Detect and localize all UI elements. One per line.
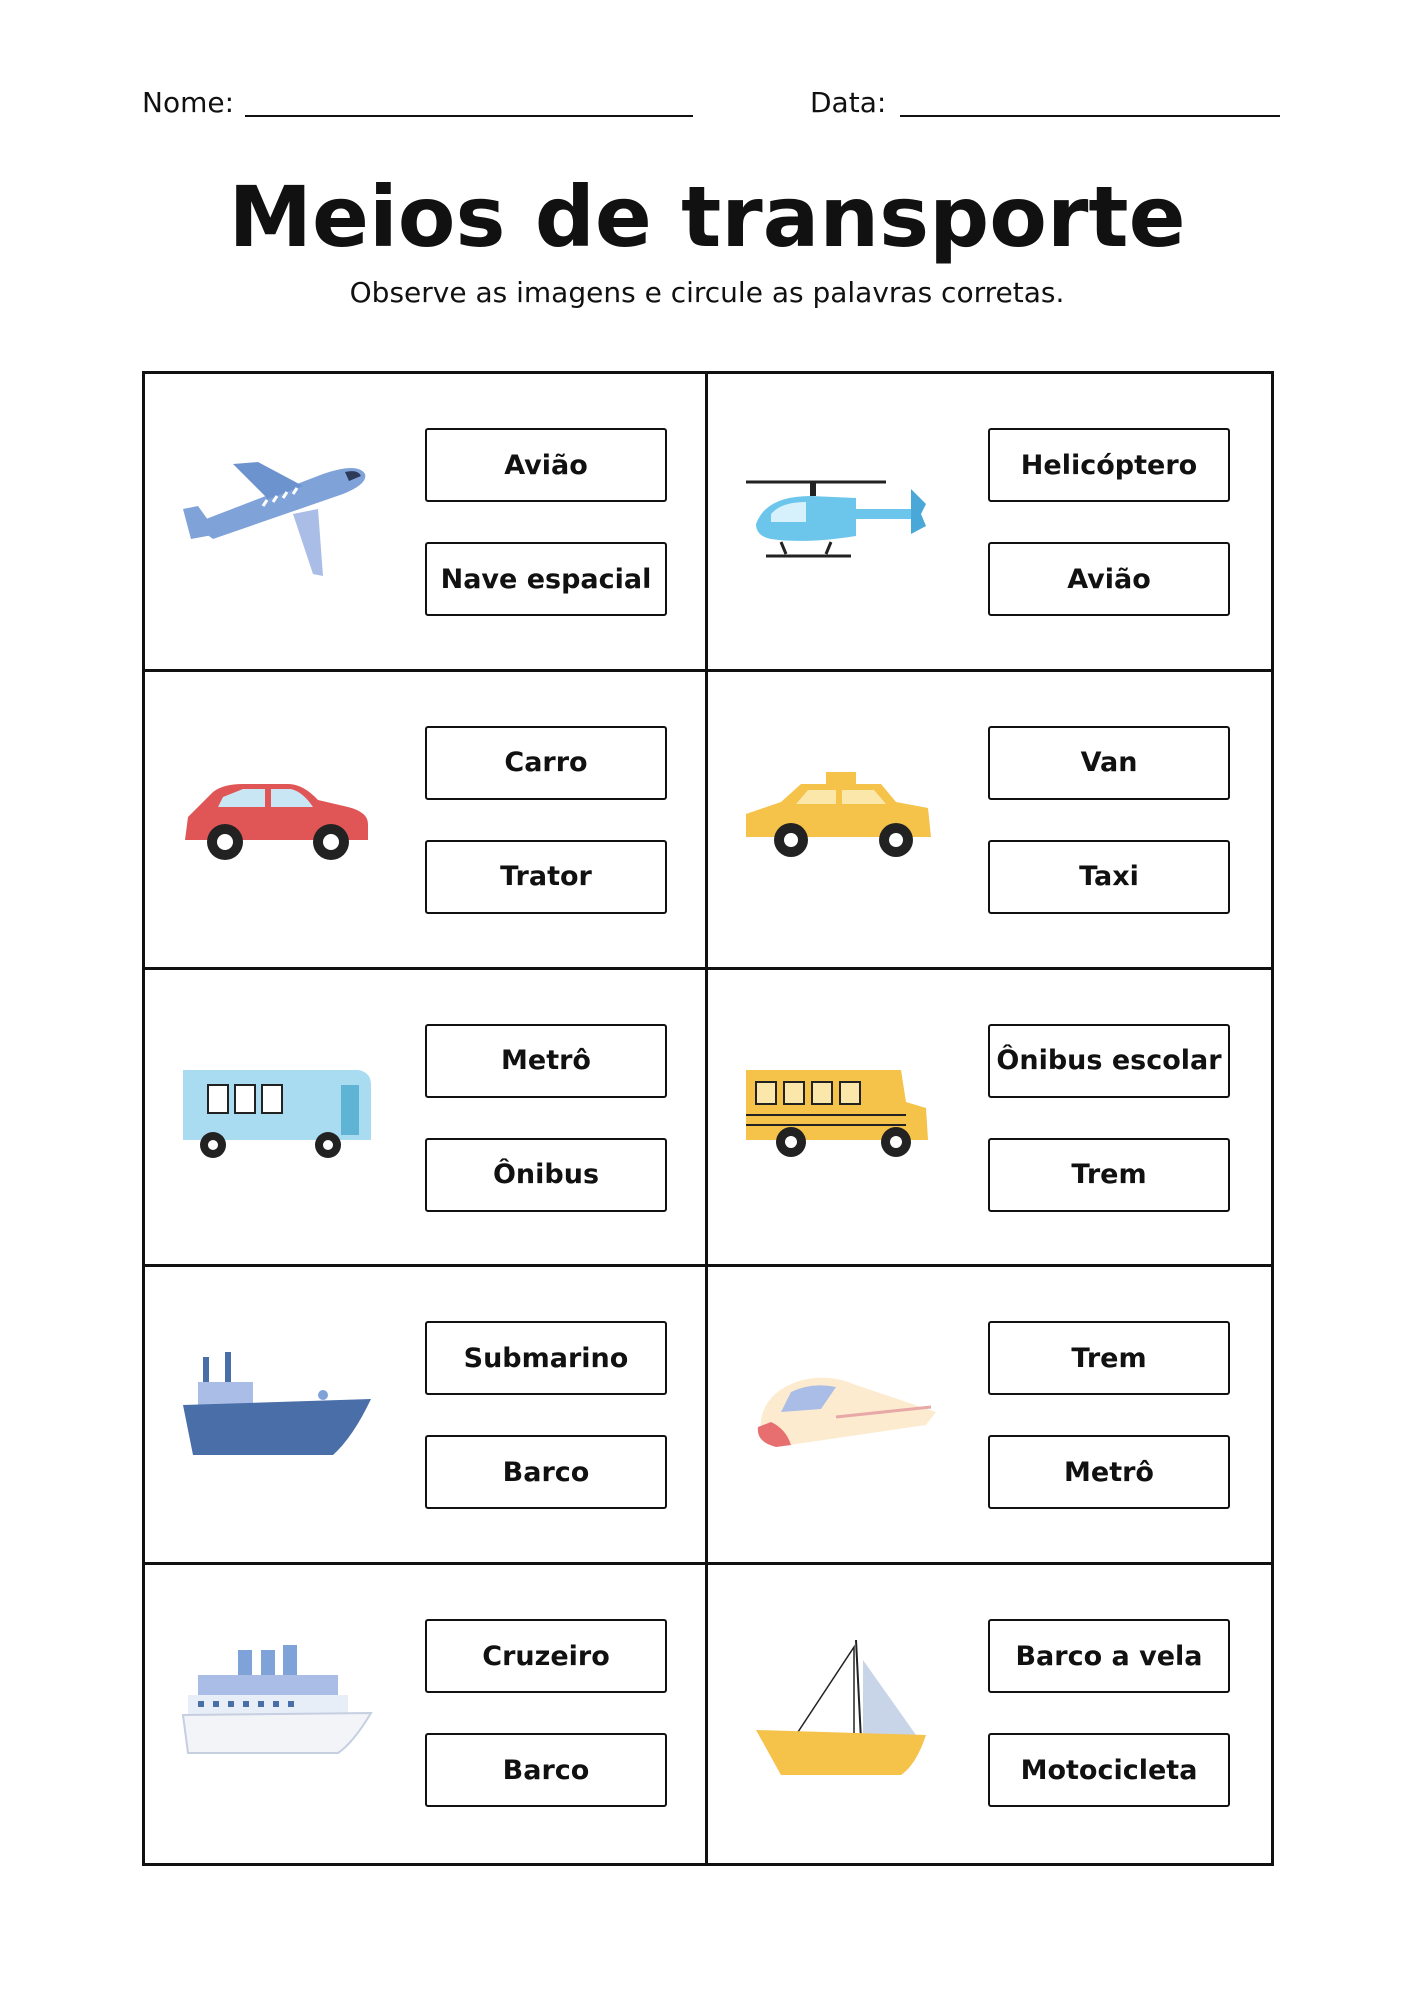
answer-option[interactable]: Trem — [988, 1321, 1230, 1395]
item-cell — [145, 374, 708, 672]
ship-icon — [173, 1337, 373, 1487]
page-title: Meios de transporte — [228, 168, 1186, 266]
answer-option[interactable]: Ônibus — [425, 1138, 667, 1212]
bus-icon — [173, 1040, 373, 1190]
airplane-icon — [173, 444, 373, 594]
sailboat-icon — [736, 1635, 936, 1785]
answer-option[interactable]: Barco — [425, 1733, 667, 1807]
answer-option[interactable]: Barco a vela — [988, 1619, 1230, 1693]
answer-option[interactable]: Trator — [425, 840, 667, 914]
item-cell — [708, 374, 1271, 672]
answer-option[interactable]: Taxi — [988, 840, 1230, 914]
answer-option[interactable]: Avião — [425, 428, 667, 502]
answer-option[interactable]: Carro — [425, 726, 667, 800]
answer-option[interactable]: Cruzeiro — [425, 1619, 667, 1693]
car-icon — [173, 742, 373, 892]
instructions: Observe as imagens e circule as palavras corretas. — [349, 276, 1065, 309]
item-cell — [708, 672, 1271, 970]
name-label: Nome: — [142, 86, 235, 119]
item-cell — [145, 1565, 708, 1863]
item-cell — [145, 672, 708, 970]
item-cell — [708, 1267, 1271, 1565]
item-cell — [708, 1565, 1271, 1863]
worksheet-grid — [142, 371, 1274, 1866]
answer-option[interactable]: Helicóptero — [988, 428, 1230, 502]
answer-option[interactable]: Avião — [988, 542, 1230, 616]
answer-option[interactable]: Metrô — [425, 1024, 667, 1098]
answer-option[interactable]: Submarino — [425, 1321, 667, 1395]
answer-option[interactable]: Trem — [988, 1138, 1230, 1212]
answer-option[interactable]: Nave espacial — [425, 542, 667, 616]
answer-option[interactable]: Motocicleta — [988, 1733, 1230, 1807]
name-line[interactable] — [245, 115, 693, 117]
item-cell — [145, 970, 708, 1268]
answer-option[interactable]: Ônibus escolar — [988, 1024, 1230, 1098]
taxi-icon — [736, 742, 936, 892]
item-cell — [145, 1267, 708, 1565]
date-line[interactable] — [900, 115, 1280, 117]
date-label: Data: — [810, 86, 887, 119]
helicopter-icon — [736, 444, 936, 594]
answer-option[interactable]: Barco — [425, 1435, 667, 1509]
cruise-ship-icon — [173, 1635, 373, 1785]
item-cell — [708, 970, 1271, 1268]
answer-option[interactable]: Van — [988, 726, 1230, 800]
answer-option[interactable]: Metrô — [988, 1435, 1230, 1509]
train-icon — [736, 1337, 936, 1487]
school-bus-icon — [736, 1040, 936, 1190]
